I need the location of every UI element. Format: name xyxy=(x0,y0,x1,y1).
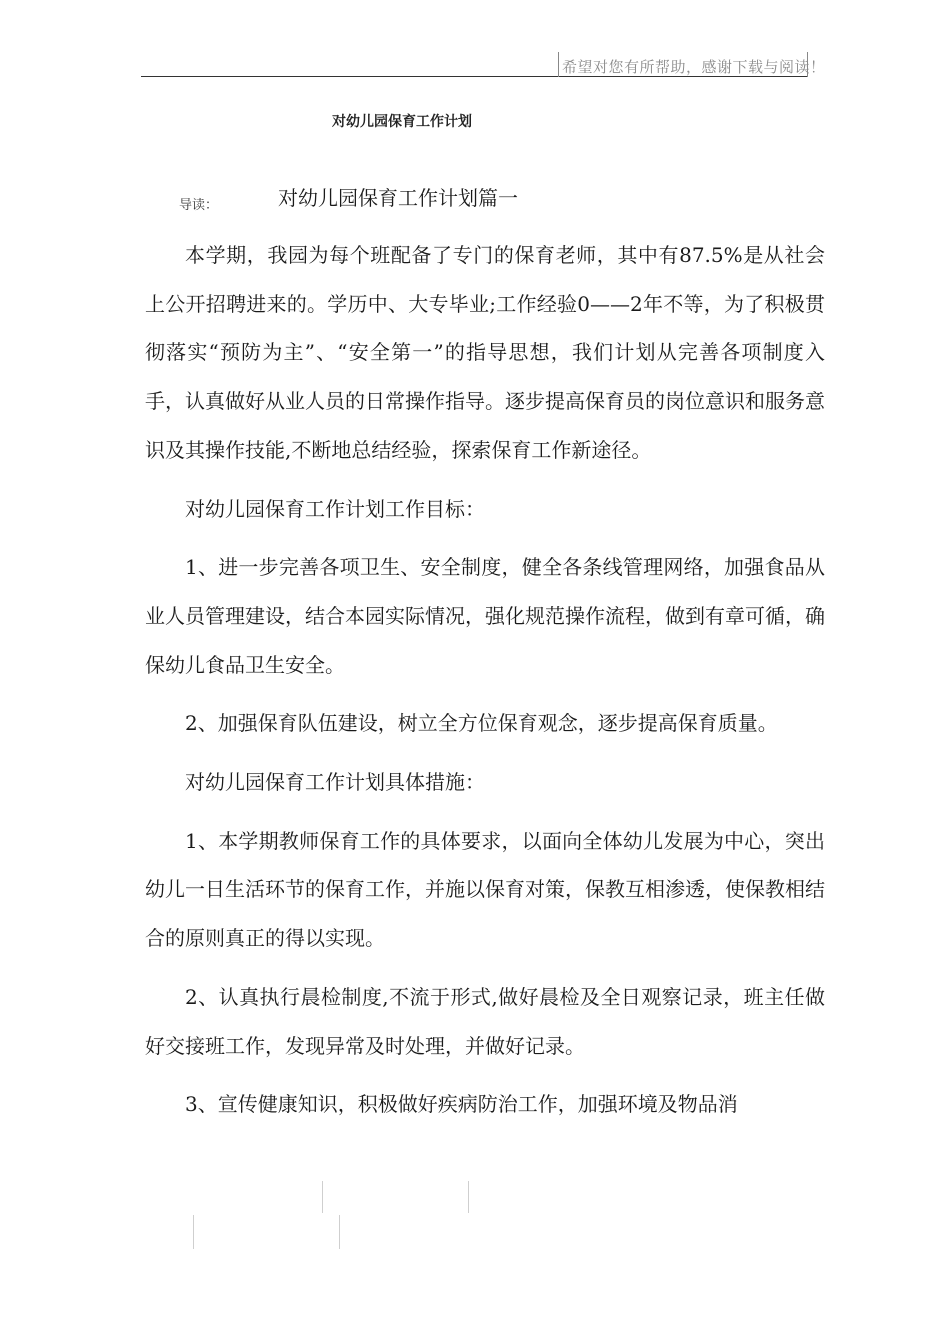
table-fragment-line xyxy=(322,1181,323,1213)
paragraph: 2、加强保育队伍建设，树立全方位保育观念，逐步提高保育质量。 xyxy=(185,711,778,736)
paragraph: 本学期，我园为每个班配备了专门的保育老师，其中有87.5%是从社会上公开招聘进来的。学历中、大专毕业;工作经验0——2年不等，为了积极贯彻落实“预防为主”、“安全第一”的指导思想，我们计划从完善各项制度入手，认真做好从业人员的日常操作指导。逐步提高保育员的岗位意识和服务意识及其操作技能,不断地总结经验，探索保育工作新途径。 xyxy=(145,243,825,462)
table-fragment-line xyxy=(339,1215,340,1249)
intro-heading: 对幼儿园保育工作计划篇一 xyxy=(278,186,518,210)
document-title: 对幼儿园保育工作计划 xyxy=(332,114,472,130)
document-body xyxy=(145,231,825,1139)
table-fragment-line xyxy=(193,1215,194,1249)
intro-label: 导读： xyxy=(179,198,219,213)
paragraph: 对幼儿园保育工作计划工作目标： xyxy=(185,496,485,521)
header-note: 希望对您有所帮助，感谢下载与阅读！ xyxy=(562,58,826,76)
paragraph: 2、认真执行晨检制度,不流于形式,做好晨检及全日观察记录，班主任做好交接班工作，发现异常及时处理，并做好记录。 xyxy=(145,984,825,1058)
table-fragment-line xyxy=(468,1181,469,1213)
paragraph: 3、宣传健康知识，积极做好疾病防治工作，加强环境及物品消 xyxy=(185,1092,738,1117)
paragraph: 对幼儿园保育工作计划具体措施： xyxy=(185,770,485,795)
paragraph: 1、进一步完善各项卫生、安全制度，健全各条线管理网络，加强食品从业人员管理建设，结合本园实际情况，强化规范操作流程，做到有章可循，确保幼儿食品卫生安全。 xyxy=(145,555,825,677)
paragraph: 1、本学期教师保育工作的具体要求，以面向全体幼儿发展为中心，突出幼儿一日生活环节的保育工作，并施以保育对策，保教互相渗透，使保教相结合的原则真正的得以实现。 xyxy=(145,828,825,951)
